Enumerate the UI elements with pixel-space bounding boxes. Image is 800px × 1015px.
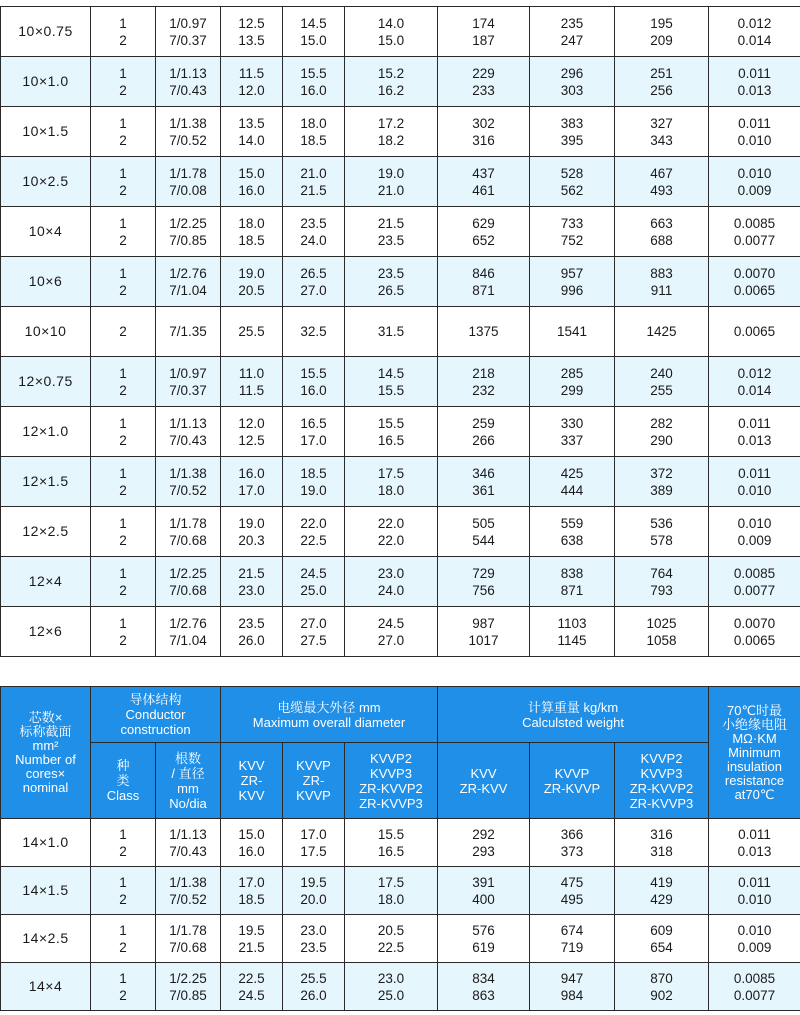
cell-dia-kvvp2: 17.5 18.0 bbox=[345, 867, 438, 915]
cell-conductor: 1/0.97 7/0.37 bbox=[156, 357, 221, 407]
cell-weight-kvvp2: 316 318 bbox=[615, 819, 709, 867]
table-row bbox=[1, 819, 800, 867]
cell-dia-kvvp: 23.0 23.5 bbox=[283, 915, 345, 963]
cell-class: 1 2 bbox=[91, 407, 156, 457]
cell-class: 1 2 bbox=[91, 607, 156, 657]
table-row bbox=[1, 407, 800, 457]
cell-cores-size: 10×0.75 bbox=[1, 7, 91, 57]
cell-dia-kvvp2: 23.0 25.0 bbox=[345, 963, 438, 1011]
cell-dia-kvvp2: 21.5 23.5 bbox=[345, 207, 438, 257]
cell-weight-kvvp2: 372 389 bbox=[615, 457, 709, 507]
cell-dia-kvv: 15.0 16.0 bbox=[221, 819, 283, 867]
cell-weight-kvvp: 957 996 bbox=[530, 257, 615, 307]
cell-weight-kvvp: 296 303 bbox=[530, 57, 615, 107]
cell-class: 1 2 bbox=[91, 819, 156, 867]
cell-weight-kvvp: 559 638 bbox=[530, 507, 615, 557]
header-min-insulation-resistance: 70℃时最 小绝缘电阻 MΩ·KM Minimum insulation resistance at70℃ bbox=[709, 687, 800, 819]
cell-cores-size: 12×2.5 bbox=[1, 507, 91, 557]
cell-weight-kvvp2: 282 290 bbox=[615, 407, 709, 457]
header-dia-kvv: KVV ZR- KVV bbox=[221, 743, 283, 819]
cell-cores-size: 10×2.5 bbox=[1, 157, 91, 207]
cell-conductor: 1/2.25 7/0.85 bbox=[156, 207, 221, 257]
cell-dia-kvvp: 23.5 24.0 bbox=[283, 207, 345, 257]
cell-cores-size: 12×6 bbox=[1, 607, 91, 657]
cell-dia-kvvp: 15.5 16.0 bbox=[283, 57, 345, 107]
cell-weight-kvv: 729 756 bbox=[438, 557, 530, 607]
table-row bbox=[1, 557, 800, 607]
cell-cores-size: 10×4 bbox=[1, 207, 91, 257]
cell-dia-kvvp: 18.0 18.5 bbox=[283, 107, 345, 157]
cell-class: 1 2 bbox=[91, 157, 156, 207]
cell-class: 2 bbox=[91, 307, 156, 357]
cell-dia-kvvp: 14.5 15.0 bbox=[283, 7, 345, 57]
cell-weight-kvvp: 330 337 bbox=[530, 407, 615, 457]
cell-insulation-resistance: 0.010 0.009 bbox=[709, 915, 800, 963]
cell-weight-kvvp: 285 299 bbox=[530, 357, 615, 407]
header-row-1 bbox=[1, 687, 800, 743]
cell-dia-kvv: 19.0 20.5 bbox=[221, 257, 283, 307]
cell-dia-kvvp: 24.5 25.0 bbox=[283, 557, 345, 607]
cell-dia-kvvp2: 15.5 16.5 bbox=[345, 407, 438, 457]
header-weight-kvv: KVV ZR-KVV bbox=[438, 743, 530, 819]
cell-conductor: 1/2.25 7/0.85 bbox=[156, 963, 221, 1011]
cell-conductor: 1/1.78 7/0.08 bbox=[156, 157, 221, 207]
cell-conductor: 1/1.13 7/0.43 bbox=[156, 407, 221, 457]
cell-weight-kvvp: 947 984 bbox=[530, 963, 615, 1011]
cell-dia-kvvp2: 31.5 bbox=[345, 307, 438, 357]
cell-dia-kvvp: 17.0 17.5 bbox=[283, 819, 345, 867]
cell-class: 1 2 bbox=[91, 207, 156, 257]
cell-conductor: 7/1.35 bbox=[156, 307, 221, 357]
table-row bbox=[1, 207, 800, 257]
cell-weight-kvvp: 366 373 bbox=[530, 819, 615, 867]
cell-weight-kvv: 292 293 bbox=[438, 819, 530, 867]
cell-cores-size: 12×1.5 bbox=[1, 457, 91, 507]
cell-cores-size: 12×0.75 bbox=[1, 357, 91, 407]
cell-dia-kvvp2: 17.2 18.2 bbox=[345, 107, 438, 157]
cable-spec-table-upper bbox=[0, 6, 800, 657]
cell-insulation-resistance: 0.0085 0.0077 bbox=[709, 963, 800, 1011]
cell-dia-kvv: 13.5 14.0 bbox=[221, 107, 283, 157]
cell-dia-kvvp2: 20.5 22.5 bbox=[345, 915, 438, 963]
cell-weight-kvvp2: 195 209 bbox=[615, 7, 709, 57]
cell-class: 1 2 bbox=[91, 257, 156, 307]
cell-dia-kvvp2: 15.2 16.2 bbox=[345, 57, 438, 107]
cell-dia-kvvp2: 22.0 22.0 bbox=[345, 507, 438, 557]
cell-insulation-resistance: 0.011 0.013 bbox=[709, 57, 800, 107]
cell-weight-kvvp: 1541 bbox=[530, 307, 615, 357]
table-row bbox=[1, 915, 800, 963]
cell-weight-kvv: 834 863 bbox=[438, 963, 530, 1011]
cell-weight-kvvp2: 663 688 bbox=[615, 207, 709, 257]
cell-dia-kvvp2: 23.5 26.5 bbox=[345, 257, 438, 307]
cell-weight-kvvp: 475 495 bbox=[530, 867, 615, 915]
cell-weight-kvvp: 425 444 bbox=[530, 457, 615, 507]
header-cores-nominal: 芯数× 标称截面 mm² Number of cores× nominal bbox=[1, 687, 91, 819]
cell-class: 1 2 bbox=[91, 7, 156, 57]
cell-insulation-resistance: 0.011 0.010 bbox=[709, 107, 800, 157]
cell-weight-kvvp: 733 752 bbox=[530, 207, 615, 257]
cell-conductor: 1/1.38 7/0.52 bbox=[156, 457, 221, 507]
cell-cores-size: 10×6 bbox=[1, 257, 91, 307]
cell-class: 1 2 bbox=[91, 915, 156, 963]
cell-weight-kvvp2: 240 255 bbox=[615, 357, 709, 407]
cell-weight-kvv: 174 187 bbox=[438, 7, 530, 57]
cell-weight-kvvp2: 536 578 bbox=[615, 507, 709, 557]
cell-weight-kvv: 437 461 bbox=[438, 157, 530, 207]
cell-weight-kvvp2: 870 902 bbox=[615, 963, 709, 1011]
cell-weight-kvvp: 1103 1145 bbox=[530, 607, 615, 657]
header-max-diameter: 电缆最大外径 mm Maximum overall diameter bbox=[221, 687, 438, 743]
cell-weight-kvv: 391 400 bbox=[438, 867, 530, 915]
cell-weight-kvv: 229 233 bbox=[438, 57, 530, 107]
cell-insulation-resistance: 0.012 0.014 bbox=[709, 7, 800, 57]
cell-dia-kvvp: 19.5 20.0 bbox=[283, 867, 345, 915]
cell-dia-kvvp2: 14.0 15.0 bbox=[345, 7, 438, 57]
cell-dia-kvv: 17.0 18.5 bbox=[221, 867, 283, 915]
cell-insulation-resistance: 0.0070 0.0065 bbox=[709, 607, 800, 657]
cell-conductor: 1/2.76 7/1.04 bbox=[156, 607, 221, 657]
cell-weight-kvv: 576 619 bbox=[438, 915, 530, 963]
cell-weight-kvvp: 235 247 bbox=[530, 7, 615, 57]
cell-dia-kvv: 12.5 13.5 bbox=[221, 7, 283, 57]
cell-cores-size: 12×4 bbox=[1, 557, 91, 607]
cell-dia-kvvp2: 15.5 16.5 bbox=[345, 819, 438, 867]
cell-weight-kvv: 1375 bbox=[438, 307, 530, 357]
cell-insulation-resistance: 0.010 0.009 bbox=[709, 507, 800, 557]
table-row bbox=[1, 7, 800, 57]
cell-weight-kvv: 218 232 bbox=[438, 357, 530, 407]
cell-cores-size: 10×1.5 bbox=[1, 107, 91, 157]
cell-class: 1 2 bbox=[91, 357, 156, 407]
header-weight-kvvp2: KVVP2 KVVP3 ZR-KVVP2 ZR-KVVP3 bbox=[615, 743, 709, 819]
table-row bbox=[1, 507, 800, 557]
cell-dia-kvvp: 27.0 27.5 bbox=[283, 607, 345, 657]
cell-conductor: 1/1.38 7/0.52 bbox=[156, 107, 221, 157]
table-row bbox=[1, 257, 800, 307]
cell-weight-kvvp2: 419 429 bbox=[615, 867, 709, 915]
cell-dia-kvv: 22.5 24.5 bbox=[221, 963, 283, 1011]
cell-dia-kvv: 23.5 26.0 bbox=[221, 607, 283, 657]
header-class: 种 类 Class bbox=[91, 743, 156, 819]
cell-class: 1 2 bbox=[91, 963, 156, 1011]
cell-insulation-resistance: 0.0085 0.0077 bbox=[709, 207, 800, 257]
cell-class: 1 2 bbox=[91, 457, 156, 507]
cell-insulation-resistance: 0.010 0.009 bbox=[709, 157, 800, 207]
cell-weight-kvv: 259 266 bbox=[438, 407, 530, 457]
cell-class: 1 2 bbox=[91, 107, 156, 157]
cell-dia-kvv: 15.0 16.0 bbox=[221, 157, 283, 207]
cell-weight-kvvp2: 764 793 bbox=[615, 557, 709, 607]
cell-weight-kvv: 629 652 bbox=[438, 207, 530, 257]
cell-dia-kvvp: 15.5 16.0 bbox=[283, 357, 345, 407]
table-row bbox=[1, 107, 800, 157]
cell-weight-kvvp: 674 719 bbox=[530, 915, 615, 963]
cell-dia-kvv: 16.0 17.0 bbox=[221, 457, 283, 507]
cell-conductor: 1/0.97 7/0.37 bbox=[156, 7, 221, 57]
header-calculated-weight: 计算重量 kg/km Calculsted weight bbox=[438, 687, 709, 743]
cell-weight-kvv: 846 871 bbox=[438, 257, 530, 307]
cell-dia-kvv: 12.0 12.5 bbox=[221, 407, 283, 457]
cell-insulation-resistance: 0.011 0.013 bbox=[709, 819, 800, 867]
cell-dia-kvv: 25.5 bbox=[221, 307, 283, 357]
cell-dia-kvvp: 21.0 21.5 bbox=[283, 157, 345, 207]
header-conductor-construction: 导体结构 Conductor construction bbox=[91, 687, 221, 743]
cell-weight-kvvp: 838 871 bbox=[530, 557, 615, 607]
cell-class: 1 2 bbox=[91, 557, 156, 607]
cell-dia-kvvp: 32.5 bbox=[283, 307, 345, 357]
cell-dia-kvv: 19.0 20.3 bbox=[221, 507, 283, 557]
cell-conductor: 1/1.38 7/0.52 bbox=[156, 867, 221, 915]
cell-dia-kvvp: 16.5 17.0 bbox=[283, 407, 345, 457]
cell-conductor: 1/1.13 7/0.43 bbox=[156, 819, 221, 867]
cell-dia-kvvp2: 17.5 18.0 bbox=[345, 457, 438, 507]
cell-conductor: 1/2.76 7/1.04 bbox=[156, 257, 221, 307]
header-dia-kvvp: KVVP ZR- KVVP bbox=[283, 743, 345, 819]
cell-class: 1 2 bbox=[91, 507, 156, 557]
cell-weight-kvvp2: 251 256 bbox=[615, 57, 709, 107]
cell-dia-kvvp: 26.5 27.0 bbox=[283, 257, 345, 307]
cell-insulation-resistance: 0.011 0.013 bbox=[709, 407, 800, 457]
cell-cores-size: 14×2.5 bbox=[1, 915, 91, 963]
cable-spec-table-lower bbox=[0, 686, 800, 1011]
cell-cores-size: 14×1.0 bbox=[1, 819, 91, 867]
cell-weight-kvvp: 383 395 bbox=[530, 107, 615, 157]
header-no-dia: 根数 / 直径 mm No/dia bbox=[156, 743, 221, 819]
table-row bbox=[1, 607, 800, 657]
cell-weight-kvvp2: 327 343 bbox=[615, 107, 709, 157]
table-row bbox=[1, 963, 800, 1011]
cell-cores-size: 10×10 bbox=[1, 307, 91, 357]
table-row bbox=[1, 57, 800, 107]
cell-dia-kvvp: 25.5 26.0 bbox=[283, 963, 345, 1011]
cell-dia-kvvp2: 23.0 24.0 bbox=[345, 557, 438, 607]
cell-cores-size: 14×4 bbox=[1, 963, 91, 1011]
cell-class: 1 2 bbox=[91, 57, 156, 107]
table-row bbox=[1, 307, 800, 357]
cell-dia-kvvp: 22.0 22.5 bbox=[283, 507, 345, 557]
upper-table-body bbox=[1, 7, 800, 657]
cell-dia-kvv: 18.0 18.5 bbox=[221, 207, 283, 257]
cell-dia-kvvp: 18.5 19.0 bbox=[283, 457, 345, 507]
cell-dia-kvv: 21.5 23.0 bbox=[221, 557, 283, 607]
cell-conductor: 1/1.78 7/0.68 bbox=[156, 507, 221, 557]
table-row bbox=[1, 157, 800, 207]
cell-weight-kvv: 302 316 bbox=[438, 107, 530, 157]
cell-conductor: 1/2.25 7/0.68 bbox=[156, 557, 221, 607]
cell-insulation-resistance: 0.0065 bbox=[709, 307, 800, 357]
cell-dia-kvvp2: 24.5 27.0 bbox=[345, 607, 438, 657]
cell-insulation-resistance: 0.012 0.014 bbox=[709, 357, 800, 407]
cell-weight-kvvp2: 609 654 bbox=[615, 915, 709, 963]
cell-weight-kvvp2: 467 493 bbox=[615, 157, 709, 207]
cell-insulation-resistance: 0.0085 0.0077 bbox=[709, 557, 800, 607]
cell-class: 1 2 bbox=[91, 867, 156, 915]
header-dia-kvvp2: KVVP2 KVVP3 ZR-KVVP2 ZR-KVVP3 bbox=[345, 743, 438, 819]
cell-cores-size: 10×1.0 bbox=[1, 57, 91, 107]
cell-weight-kvvp2: 883 911 bbox=[615, 257, 709, 307]
cell-cores-size: 14×1.5 bbox=[1, 867, 91, 915]
cell-insulation-resistance: 0.0070 0.0065 bbox=[709, 257, 800, 307]
cell-dia-kvvp2: 14.5 15.5 bbox=[345, 357, 438, 407]
cell-weight-kvv: 505 544 bbox=[438, 507, 530, 557]
cell-cores-size: 12×1.0 bbox=[1, 407, 91, 457]
cell-weight-kvvp: 528 562 bbox=[530, 157, 615, 207]
cell-dia-kvvp2: 19.0 21.0 bbox=[345, 157, 438, 207]
header-weight-kvvp: KVVP ZR-KVVP bbox=[530, 743, 615, 819]
cell-weight-kvv: 987 1017 bbox=[438, 607, 530, 657]
table-row bbox=[1, 867, 800, 915]
cell-weight-kvvp2: 1425 bbox=[615, 307, 709, 357]
cell-insulation-resistance: 0.011 0.010 bbox=[709, 867, 800, 915]
cell-insulation-resistance: 0.011 0.010 bbox=[709, 457, 800, 507]
cell-conductor: 1/1.13 7/0.43 bbox=[156, 57, 221, 107]
cell-weight-kvvp2: 1025 1058 bbox=[615, 607, 709, 657]
lower-table-body bbox=[1, 819, 800, 1011]
cell-dia-kvv: 11.0 11.5 bbox=[221, 357, 283, 407]
cell-dia-kvv: 19.5 21.5 bbox=[221, 915, 283, 963]
cell-weight-kvv: 346 361 bbox=[438, 457, 530, 507]
cell-conductor: 1/1.78 7/0.68 bbox=[156, 915, 221, 963]
header-row-2 bbox=[1, 743, 800, 819]
table-row bbox=[1, 357, 800, 407]
cell-dia-kvv: 11.5 12.0 bbox=[221, 57, 283, 107]
table-row bbox=[1, 457, 800, 507]
